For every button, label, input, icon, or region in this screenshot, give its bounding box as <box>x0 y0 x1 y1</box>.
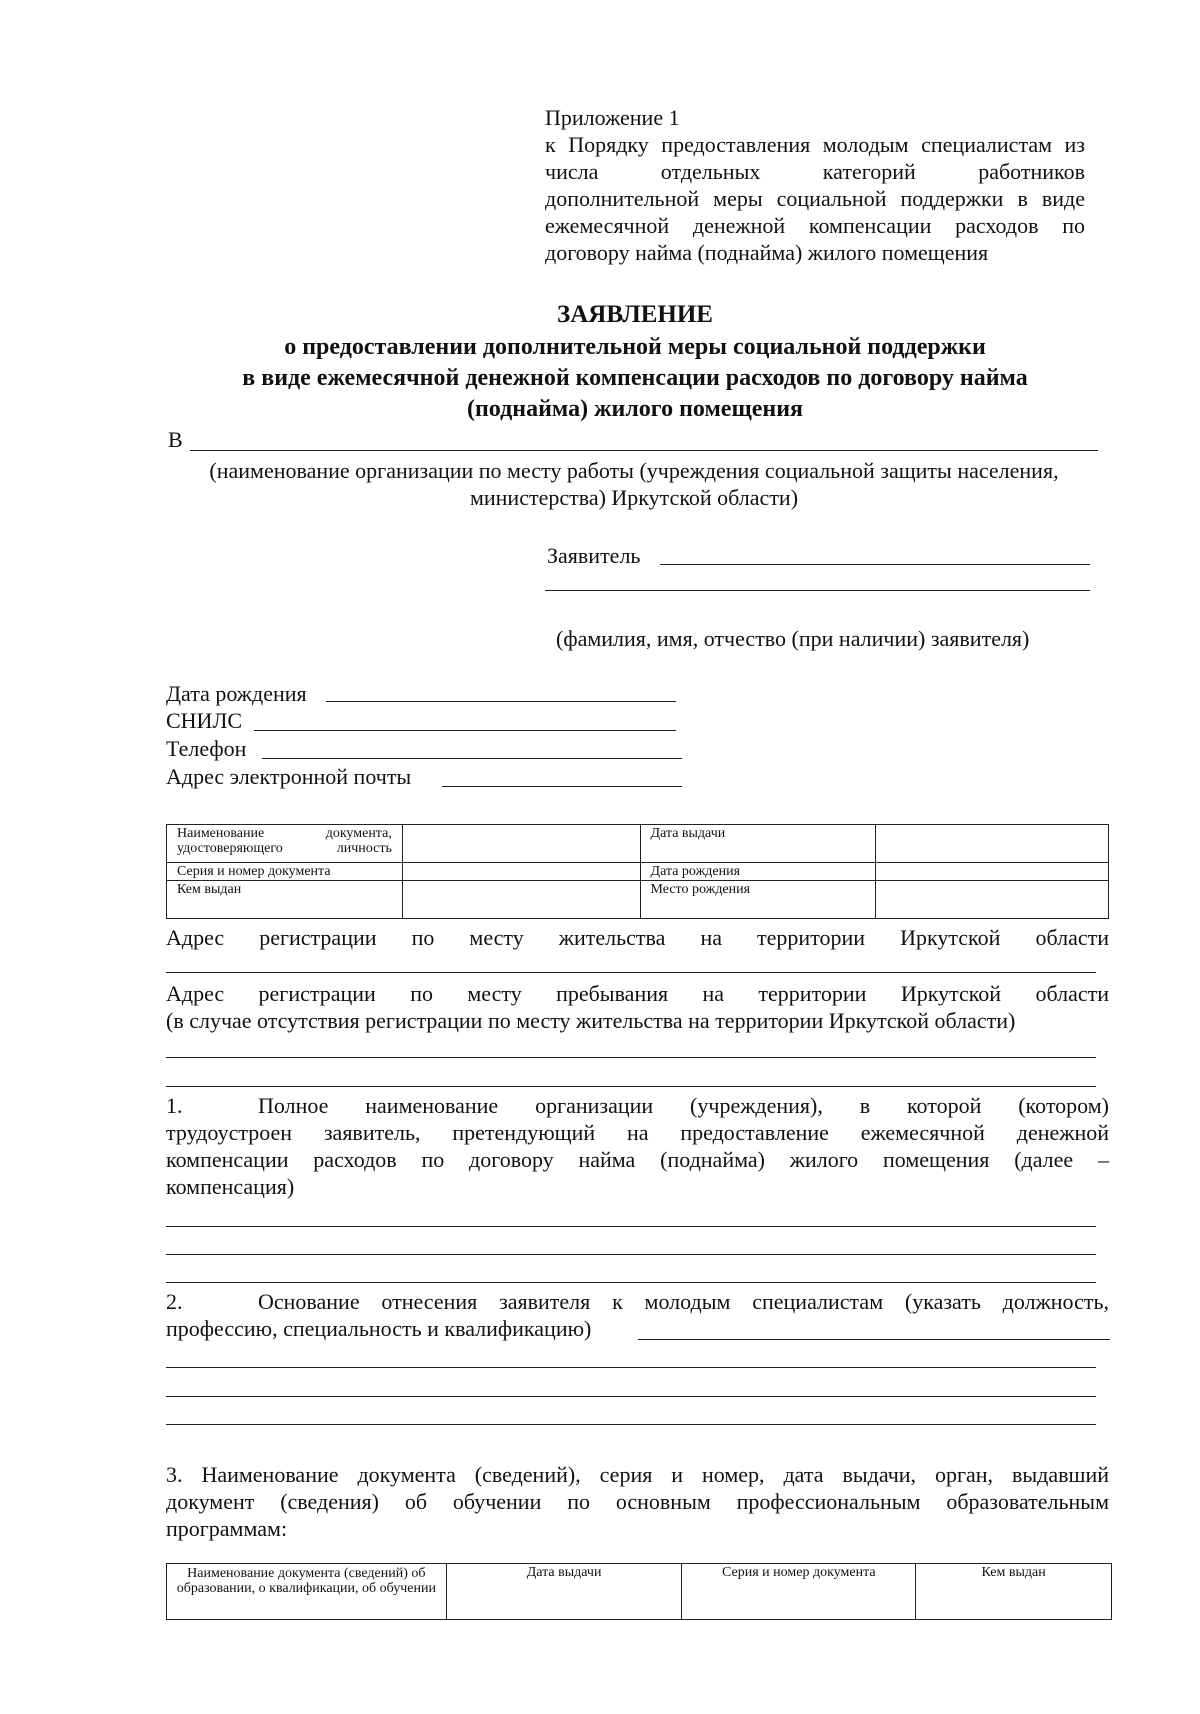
appendix-line: дополнительной меры социальной поддержки в виде <box>545 186 1085 211</box>
education-table <box>166 1563 1112 1620</box>
section2-number: 2. <box>166 1289 183 1314</box>
address-stay-label: Адрес регистрации по месту пребывания на территории Иркутской области <box>166 981 1109 1006</box>
table-header-row <box>167 1564 1112 1620</box>
table-cell-value[interactable] <box>402 881 640 919</box>
recipient-prefix: В <box>168 427 183 452</box>
section2-field[interactable] <box>166 1424 1096 1425</box>
table-cell-label: Дата выдачи <box>640 825 876 863</box>
phone-label: Телефон <box>166 736 247 761</box>
section3-line: документ (сведения) об обучении по основным профессиональным образовательным <box>166 1489 1109 1514</box>
section2-field[interactable] <box>638 1339 1110 1340</box>
section2-field[interactable] <box>166 1367 1096 1368</box>
phone-field[interactable] <box>262 758 682 759</box>
section1-field[interactable] <box>166 1254 1096 1255</box>
table-cell-value[interactable] <box>402 825 640 863</box>
section1-number: 1. <box>166 1093 183 1118</box>
appendix-line: числа отдельных категорий работников <box>545 159 1085 184</box>
email-label: Адрес электронной почты <box>166 764 412 789</box>
address-residence-label: Адрес регистрации по месту жительства на территории Иркутской области <box>166 925 1109 950</box>
address-residence-field[interactable] <box>166 972 1096 973</box>
table-cell-value[interactable] <box>876 825 1109 863</box>
section1-field[interactable] <box>166 1226 1096 1227</box>
snils-label: СНИЛС <box>166 708 243 733</box>
birth-date-label: Дата рождения <box>166 681 307 706</box>
document-subtitle: о предоставлении дополнительной меры социальной поддержки <box>284 334 986 360</box>
table-cell-value[interactable] <box>402 863 640 881</box>
appendix-line: к Порядку предоставления молодым специалистам из <box>545 132 1085 157</box>
applicant-label: Заявитель <box>547 543 641 568</box>
table-row <box>167 825 1109 863</box>
applicant-hint: (фамилия, имя, отчество (при наличии) заявителя) <box>556 626 1030 651</box>
appendix-line: ежемесячной денежной компенсации расходов по <box>545 213 1085 238</box>
address-stay-field-2[interactable] <box>166 1086 1096 1087</box>
table-cell-value[interactable] <box>876 863 1109 881</box>
section1-line: трудоустроен заявитель, претендующий на предоставление ежемесячной денежной <box>166 1120 1109 1145</box>
table-cell-label: Место рождения <box>640 881 876 919</box>
table-row <box>167 863 1109 881</box>
section3-line: 3. Наименование документа (сведений), серия и номер, дата выдачи, орган, выдавший <box>166 1462 1109 1487</box>
table-cell-value[interactable] <box>876 881 1109 919</box>
address-stay-field[interactable] <box>166 1057 1096 1058</box>
address-stay-note: (в случае отсутствия регистрации по месту жительства на территории Иркутской области) <box>166 1008 1016 1033</box>
section2-line: Основание отнесения заявителя к молодым специалистам (указать должность, <box>258 1289 1109 1314</box>
birth-date-field[interactable] <box>326 701 676 702</box>
table-cell-label: Наименование документа, удостоверяющего личность <box>167 825 403 863</box>
document-subtitle: (поднайма) жилого помещения <box>466 396 804 422</box>
section1-line: компенсации расходов по договору найма (поднайма) жилого помещения (далее – <box>166 1147 1109 1172</box>
table-cell-label: Дата рождения <box>640 863 876 881</box>
section1-line: Полное наименование организации (учреждения), в которой (котором) <box>258 1093 1109 1118</box>
table-cell-label: Кем выдан <box>167 881 403 919</box>
section1-field[interactable] <box>166 1282 1096 1283</box>
applicant-field-line[interactable] <box>660 564 1090 565</box>
document-title: ЗАЯВЛЕНИЕ <box>557 301 713 328</box>
recipient-field-line[interactable] <box>190 450 1098 451</box>
table-cell-label: Серия и номер документа <box>167 863 403 881</box>
section2-field[interactable] <box>166 1396 1096 1397</box>
recipient-hint: (наименование организации по месту работы (учреждения социальной защиты населения, <box>209 458 1059 483</box>
recipient-hint: министерства) Иркутской области) <box>469 485 799 510</box>
section3-line: программам: <box>166 1516 288 1541</box>
section2-line: профессию, специальность и квалификацию) <box>166 1316 592 1341</box>
table-header-cell: Кем выдан <box>916 1564 1112 1620</box>
id-document-table <box>166 824 1109 919</box>
document-subtitle: в виде ежемесячной денежной компенсации расходов по договору найма <box>242 365 1028 391</box>
table-header-cell: Дата выдачи <box>446 1564 682 1620</box>
email-field[interactable] <box>442 786 682 787</box>
snils-field[interactable] <box>254 730 676 731</box>
section1-line: компенсация) <box>166 1174 295 1199</box>
appendix-title: Приложение 1 <box>545 105 680 130</box>
appendix-line: договору найма (поднайма) жилого помещения <box>545 240 989 265</box>
table-header-cell: Наименование документа (сведений) об образовании, о квалификации, об обучении <box>167 1564 447 1620</box>
table-row <box>167 881 1109 919</box>
applicant-field-line-2[interactable] <box>545 590 1090 591</box>
table-header-cell: Серия и номер документа <box>682 1564 916 1620</box>
